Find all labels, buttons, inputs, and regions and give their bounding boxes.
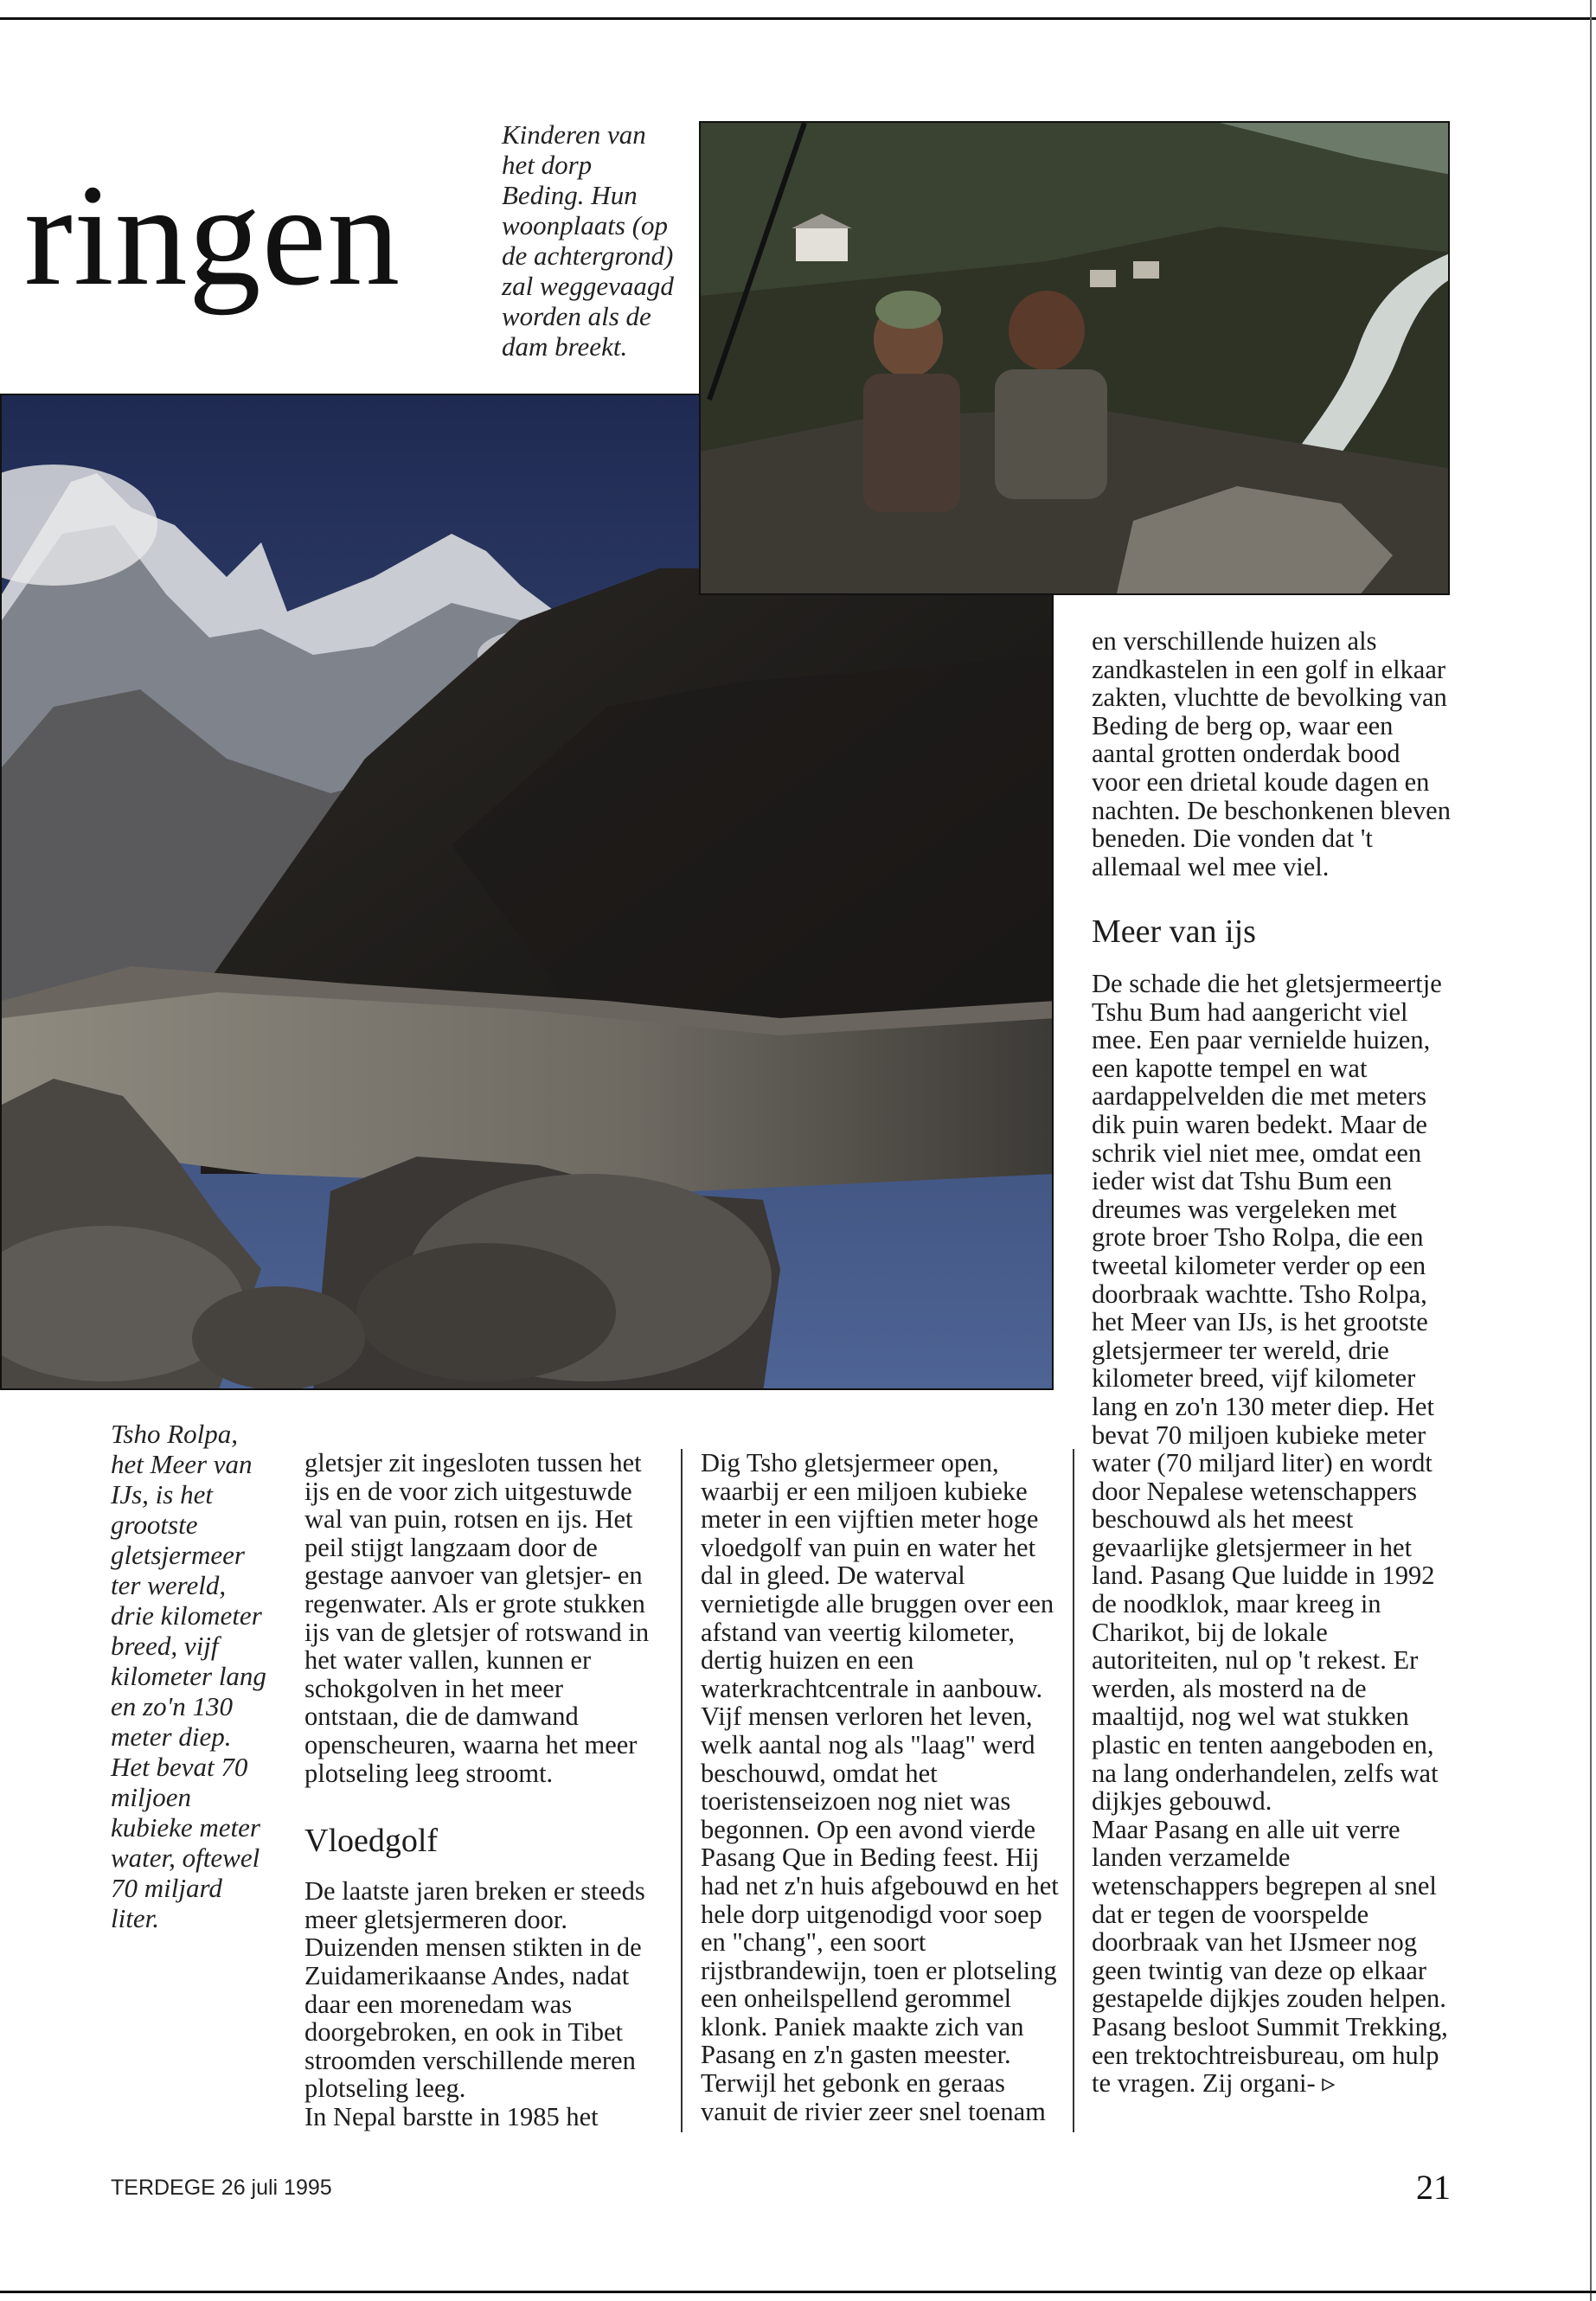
children-photo-image: [701, 123, 1450, 595]
page-number: 21: [1416, 2168, 1451, 2207]
paragraph-right-top: en verschillende huizen als zandkastelen in een golf in elkaar zakten, vluchtte de bevolking van Beding de berg op, waar een aantal grotten onderdak bood voor een drietal koude dagen en nachten. De beschonkenen bleven beneden. Die vonden dat 't allemaal wel mee viel.: [1092, 626, 1451, 881]
footer-magazine-date: TERDEGE 26 juli 1995: [111, 2176, 332, 2200]
caption-left: Tsho Rolpa, het Meer van IJs, is het grootste gletsjermeer ter wereld, drie kilometer breed, vijf kilometer lang en zo'n 130 meter diep. Het bevat 70 miljoen kubieke meter water, oftewel 70 miljard liter.: [111, 1419, 266, 1933]
caption-top: Kinderen van het dorp Beding. Hun woonplaats (op de achtergrond) zal weggevaagd worden als de dam breekt.: [502, 119, 674, 362]
children-photo: [699, 121, 1450, 595]
headline-word: ringen: [24, 155, 401, 316]
paragraph-col1-3: In Nepal barstte in 1985 het: [304, 2101, 599, 2131]
paragraph-meer-1: De schade die het gletsjermeertje Tshu Bum had aangericht viel mee. Een paar vernielde huizen, een kapotte tempel en wat aardappelvelden die met meters dik puin waren bedekt. Maar de schrik viel niet mee, omdat een ieder wist dat Tshu Bum een dreumes was vergeleken met grote broer Tsho Rolpa, die een tweetal kilometer verder op een doorbraak wachtte. Tsho Rolpa, het Meer van IJs, is het grootste gletsjermeer ter wereld, drie kilometer breed, vijf kilometer lang en zo'n 130 meter diep. Het bevat 70 miljoen kubieke meter water (70 miljard liter) en wordt door Nepalese wetenschappers beschouwd als het meest gevaarlijke gletsjermeer in het land. Pasang Que luidde in 1992 de noodklok, maar kreeg in Charikot, bij de lokale autoriteiten, nul op 't rekest. Er werden, als mosterd na de maaltijd, nog wel wat stukken plastic en tenten aangeboden en, na lang onderhandelen, zelfs wat dijkjes gebouwd.: [1092, 969, 1442, 1817]
bottom-border-line: [0, 2291, 1596, 2293]
paragraph-col1-1: gletsjer zit ingesloten tussen het ijs en de voor zich uitgestuwde wal van puin, rotsen en ijs. Het peil stijgt langzaam door de gestage aanvoer van gletsjer- en regenwater. Als er grote stukken ijs van de gletsjer of rotswand in het water vallen, kunnen er schokgolven in het meer ontstaan, die de damwand openscheuren, waarna het meer plotseling leeg stroomt.: [304, 1448, 650, 1788]
right-border-line: [1590, 0, 1592, 2301]
article-column-2: [701, 1449, 1060, 2125]
paragraph-meer-3: Pasang besloot Summit Trekking, een trektochtreisbureau, om hulp te vragen. Zij organi- ▹: [1092, 2011, 1448, 2099]
article-right-top: [1092, 627, 1451, 881]
heading-vloedgolf: Vloedgolf: [304, 1823, 439, 1860]
column-rule-2: [1073, 1449, 1074, 2132]
heading-meer-van-ijs: Meer van ijs: [1092, 913, 1256, 950]
paragraph-meer-2: Maar Pasang en alle uit verre landen verzamelde wetenschappers begrepen al snel dat er tegen de voorspelde doorbraak van het IJsmeer nog geen twintig van deze op elkaar gestapelde dijkjes zouden helpen.: [1092, 1814, 1446, 2014]
top-border-line: [0, 17, 1596, 20]
paragraph-col1-2: De laatste jaren breken er steeds meer gletsjermeren door. Duizenden mensen stikten in de Zuidamerikaanse Andes, nadat daar een morenedam was doorgebroken, en ook in Tibet stroomden verschillende meren plotseling leeg.: [304, 1876, 645, 2104]
article-column-1: [304, 1449, 659, 2131]
column-rule-1: [681, 1449, 683, 2132]
article-right-column: [1092, 913, 1451, 2098]
paragraph-col2-1: Dig Tsho gletsjermeer open, waarbij er een miljoen kubieke meter in een vijftien meter hoge vloedgolf van puin en water het dal in gleed. De waterval vernietigde alle bruggen over een afstand van veertig kilometer, dertig huizen en een waterkrachtcentrale in aanbouw. Vijf mensen verloren het leven, welk aantal nog als "laag" werd beschouwd, omdat het toeristenseizoen nog niet was begonnen. Op een avond vierde Pasang Que in Beding feest. Hij had net z'n huis afgebouwd en het hele dorp uitgenodigd voor soep en "chang", een soort rijstbrandewijn, toen er plotseling een onheilspellend gerommel klonk. Paniek maakte zich van Pasang en z'n gasten meester. Terwijl het gebonk en geraas vanuit de rivier zeer snel toenam: [701, 1448, 1059, 2126]
